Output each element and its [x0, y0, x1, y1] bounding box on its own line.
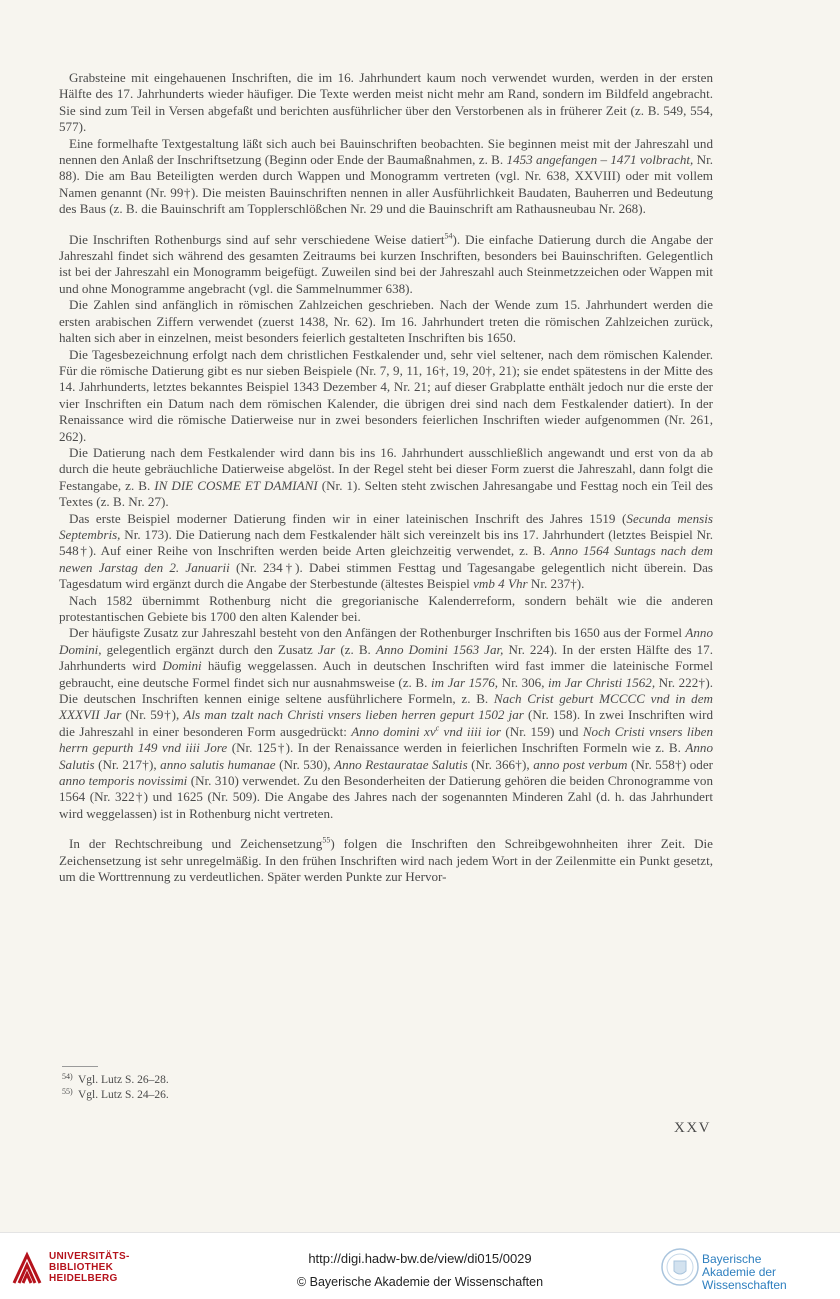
paragraph-9: Der häufigste Zusatz zur Jahreszahl besteht von den Anfängen der Rothenburger Inschriften bis 1650 aus der Formel Anno Domini, gelegentlich ergänzt durch den Zusatz Jar (z. B. Anno Domini 1563 Jar, Nr. 224). In der ersten Hälfte des 17. Jahrhunderts wird Domini häufig weggelassen. Auch in deutschen Inschriften wird fast immer die lateinische Formel gebraucht, eine deutsche Formel findet sich nur ausnahmsweise (z. B. im Jar 1576, Nr. 306, im Jar Christi 1562, Nr. 222†). Die deutschen Inschriften kennen einige seltene ausführlichere Formeln, z. B. Nach Crist geburt MCCCC vnd in dem XXXVII Jar (Nr. 59†), Als man tzalt nach Christi vnsers lieben herren gepurt 1502 jar (Nr. 158). In zwei Inschriften wird die Jahreszahl in einer besonderen Form ausgedrückt: Anno domini $xv^c$ vnd iiii ior (Nr. 159) und Noch Cristi vnsers liben herrn gepurth 149 vnd iiii Jore (Nr. 125†). In der Renaissance werden in feierlichen Inschriften Formeln wie z. B. Anno Salutis (Nr. 217†), anno salutis humanae (Nr. 530), Anno Restauratae Salutis (Nr. 366†), anno post verbum (Nr. 558†) oder anno temporis novissimi (Nr. 310) verwendet. Zu den Besonderheiten der Datierung gehören die beiden Chronogramme von 1564 (Nr. 322†) und 1625 (Nr. 509). Die Angabe des Jahres nach der sogenannten Minderen Zahl (d. h. das Jahrhundert wird weggelassen) ist in Rothenburg nicht vertreten.: [59, 625, 714, 821]
footnote-number: 54): [62, 1072, 73, 1081]
academy-seal-icon[interactable]: [660, 1247, 700, 1287]
ub-line-2: BIBLIOTHEK: [49, 1262, 114, 1273]
academy-line-1: Bayerische: [702, 1252, 762, 1266]
footnotes: [62, 1066, 169, 1102]
paragraph-7: Das erste Beispiel moderner Datierung finden wir in einer lateinischen Inschrift des Jahres 1519 (Secunda mensis Septembris, Nr. 173). Die Datierung nach dem Festkalender hält sich vereinzelt bis ins 17. Jahrhundert (letztes Beispiel Nr. 548†). Auf einer Reihe von Inschriften werden beide Arten gleichzeitig verwendet, z. B. Anno 1564 Suntags nach dem newen Jarstag den 2. Januarii (Nr. 234†). Dabei stimmen Festtag und Tagesangabe gelegentlich nicht überein. Das Tagesdatum wird ergänzt durch die Angabe der Sterbestunde (ältestes Beispiel vmb 4 Vhr Nr. 237†).: [59, 510, 714, 592]
paragraph-3: Die Inschriften Rothenburgs sind auf sehr verschiedene Weise datiert$^{54}$). Die einfache Datierung durch die Angabe der Jahreszahl findet sich während des gesamten Zeitraums bei kurzen Inschriften, besonders bei Bauinschriften. Gelegentlich ist bei der Jahreszahl ein Monogramm beigefügt. Zuweilen sind bei der Jahreszahl auch Steinmetzzeichen oder Wappen mit und ohne Monogramme angebracht (vgl. die Sammelnummer 638).: [59, 231, 713, 296]
footnote-text: Vgl. Lutz S. 26–28.: [78, 1074, 169, 1086]
page-number: XXV: [674, 1120, 711, 1136]
viewer-footer: [0, 1232, 840, 1299]
footnote-54: [62, 1073, 169, 1088]
paragraph-1: Grabsteine mit eingehauenen Inschriften, die im 16. Jahrhundert kaum noch verwendet wurden, werden in der ersten Hälfte des 17. Jahrhunderts wieder häufiger. Die Texte werden meist nicht mehr am Rand, sondern im Bildfeld angebracht. Sie sind zum Teil in Versen abgefaßt und berichten ausführlicher über den Verstorbenen als in früherer Zeit (z. B. 549, 554, 577).: [59, 70, 713, 135]
footnote-text: Vgl. Lutz S. 24–26.: [78, 1088, 169, 1101]
paragraph-8: Nach 1582 übernimmt Rothenburg nicht die gregorianische Kalenderreform, sondern behält wie die anderen protestantischen Gebiete bis 1700 den alten Kalender bei.: [59, 592, 713, 624]
footnote-55: [62, 1088, 169, 1103]
paragraph-4: Die Zahlen sind anfänglich in römischen Zahlzeichen geschrieben. Nach der Wende zum 15. Jahrhundert werden die ersten arabischen Ziffern verwendet (zuerst 1438, Nr. 62). Im 16. Jahrhundert treten die römischen Zahlzeichen zurück, halten sich aber in einzelnen, meist besonders feierlich gestalteten Inschriften bis 1650.: [59, 297, 713, 346]
permalink[interactable]: http://digi.hadw-bw.de/view/di015/0029: [308, 1251, 532, 1266]
paragraph-5: Die Tagesbezeichnung erfolgt nach dem christlichen Festkalender und, sehr viel seltener, nach dem römischen Kalender. Für die römische Datierung gibt es nur sieben Beispiele (Nr. 7, 9, 11, 16†, 19, 20†, 21); sie endet spätestens in der Mitte des 14. Jahrhunderts, letztes bekanntes Beispiel 1343 Dezember 4, Nr. 21; auf dieser Grabplatte enthält jedoch nur die erste der vier Inschriften ein Datum nach dem römischen Kalender, die übrigen drei sind nach dem Festkalender datiert). In der Renaissance wird die römische Datierweise nur in zwei besonders feierlichen Inschriften wieder aufgenommen (Nr. 261, 262).: [59, 346, 713, 444]
footnote-separator: [62, 1066, 98, 1067]
paragraph-10: In der Rechtschreibung und Zeichensetzung$^{55}$) folgen die Inschriften den Schreibgewohnheiten ihrer Zeit. Die Zeichensetzung ist sehr unregelmäßig. In den frühen Inschriften wird nach jedem Wort in der Zeilenmitte ein Punkt gesetzt, um die Worttrennung zu verdeutlichen. Später werden Punkte zur Hervor-: [59, 835, 713, 885]
paragraph-2: Eine formelhafte Textgestaltung läßt sich auch bei Bauinschriften beobachten. Sie beginnen meist mit der Jahreszahl und nennen den Anlaß der Inschriftsetzung (Beginn oder Ende der Baumaßnahmen, z. B. 1453 angefangen – 1471 volbracht, Nr. 88). Die am Bau Beteiligten werden durch Wappen und Monogramm vertreten (vgl. Nr. 638, XXVIII) oder mit vollem Namen genannt (Nr. 99†). Die meisten Bauinschriften nennen in aller Ausführlichkeit Baudaten, Bauherren und Bedeutung des Baus (z. B. die Bauinschrift am Topplerschlößchen Nr. 29 und die Bauinschrift am Rathausneubau Nr. 268).: [59, 135, 714, 217]
footnote-number: 55): [62, 1086, 73, 1096]
body-text: [59, 70, 713, 886]
ub-line-1: UNIVERSITÄTS-: [49, 1251, 130, 1262]
ub-line-3: HEIDELBERG: [49, 1273, 118, 1284]
copyright-notice: © Bayerische Akademie der Wissenschaften: [296, 1275, 544, 1289]
academy-name[interactable]: [702, 1253, 840, 1292]
paragraph-6: Die Datierung nach dem Festkalender wird dann bis ins 16. Jahrhundert ausschließlich angewandt und erst von da ab durch die heute gebräuchliche Datierweise abgelöst. In der Regel steht bei dieser Form zuerst die Jahreszahl, dann folgt die Festangabe, z. B. IN DIE COSME ET DAMIANI (Nr. 1). Selten steht zwischen Jahresangabe und Festtag noch ein Teil des Textes (z. B. Nr. 27).: [59, 444, 713, 510]
academy-line-2: Akademie der Wissenschaften: [702, 1265, 787, 1292]
